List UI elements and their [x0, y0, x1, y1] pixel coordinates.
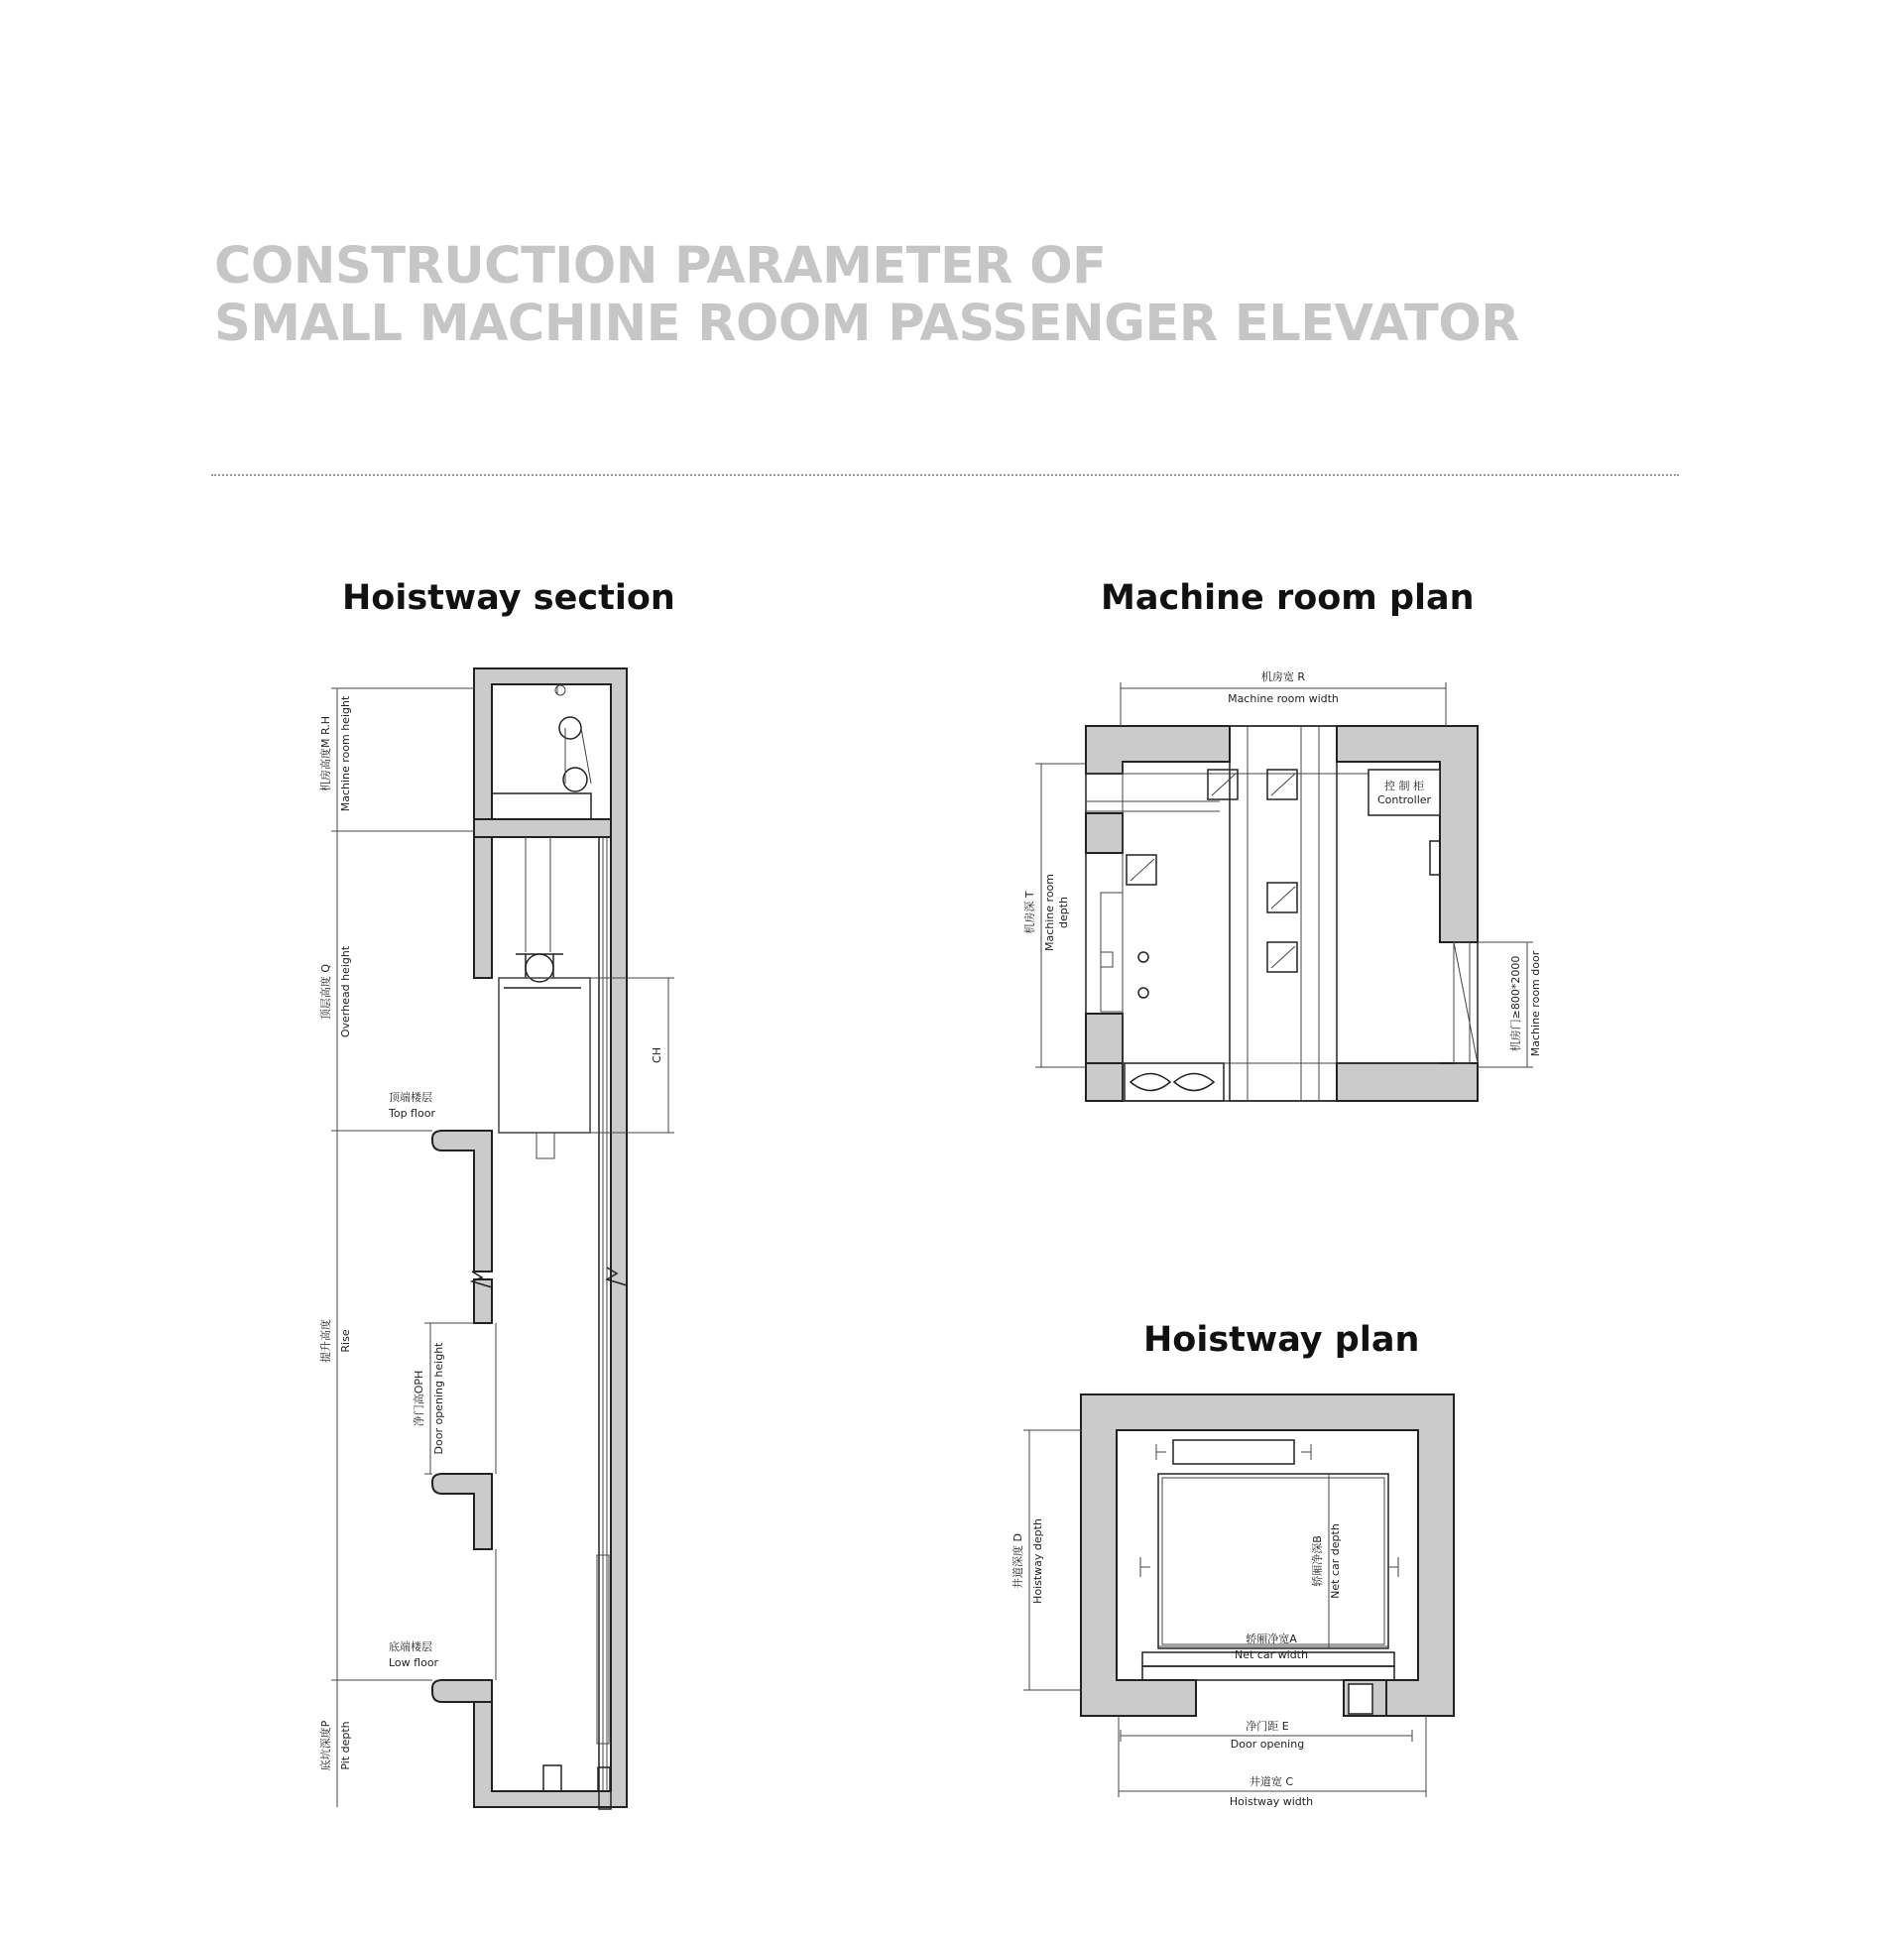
machine-room-plan-heading: Machine room plan	[1101, 578, 1475, 618]
hoistway-section-heading: Hoistway section	[342, 578, 675, 618]
low-floor-cn-label: 底端楼层	[389, 1640, 432, 1653]
door-opening-cn-label: 净门距 E	[1246, 1720, 1289, 1733]
car-width-cn-label: 轿厢净宽A	[1246, 1633, 1297, 1645]
hoistway-section-drawing	[318, 668, 674, 1809]
rise-en-label: Rise	[339, 1329, 352, 1353]
rise-cn-label: 提升高度	[319, 1319, 332, 1363]
machine-depth-cn-label: 机房深 T	[1023, 891, 1036, 934]
page-title-line-1: CONSTRUCTION PARAMETER OF	[214, 237, 1107, 296]
machine-width-cn-label: 机房宽 R	[1260, 670, 1306, 683]
machine-room-plan-drawing	[1022, 669, 1542, 1101]
machine-width-en-label: Machine room width	[1228, 692, 1339, 705]
hoistway-width-en-label: Hoistway width	[1229, 1795, 1314, 1808]
door-opening-en-label: Door opening	[1230, 1738, 1305, 1751]
hoistway-depth-cn-label: 井道深度 D	[1012, 1533, 1024, 1589]
mrh-en-label: Machine room height	[339, 695, 352, 812]
controller-cn-label: 控 制 柜	[1384, 780, 1424, 792]
traction-sheave-lower	[563, 768, 587, 791]
machine-base	[492, 793, 591, 819]
page-title-line-2: SMALL MACHINE ROOM PASSENGER ELEVATOR	[214, 295, 1519, 353]
ch-label: CH	[651, 1047, 663, 1063]
hoistway-depth-en-label: Hoistway depth	[1031, 1518, 1044, 1604]
oph-en-label: Door opening height	[432, 1342, 445, 1455]
hoistway-plan-heading: Hoistway plan	[1143, 1320, 1420, 1360]
machine-door-en-label: Machine room door	[1529, 950, 1542, 1057]
machine-depth-en1-label: Machine room	[1043, 874, 1056, 951]
middle-landing	[432, 1474, 492, 1549]
machine-depth-en2-label: depth	[1057, 896, 1070, 929]
pit-en-label: Pit depth	[339, 1721, 352, 1770]
mrh-cn-label: 机房高度M R.H	[319, 715, 332, 792]
car-depth-en-label: Net car depth	[1329, 1523, 1342, 1599]
top-floor-landing	[432, 1131, 492, 1272]
traction-sheave-upper	[559, 717, 581, 739]
overhead-en-label: Overhead height	[339, 945, 352, 1038]
top-floor-cn-label: 顶端楼层	[389, 1091, 432, 1104]
door-header	[1173, 1440, 1294, 1464]
hoistway-plan-wall	[1081, 1394, 1454, 1716]
machine-room-wall-bottom	[1337, 1063, 1478, 1101]
pit-cn-label: 底坑深度P	[319, 1720, 332, 1771]
net-car-outline	[1158, 1474, 1388, 1648]
car-depth-cn-label: 轿厢净深B	[1311, 1535, 1324, 1587]
machine-beam-zone	[1230, 726, 1337, 1101]
oph-cn-label: 净门高OPH	[413, 1370, 425, 1427]
top-floor-en-label: Top floor	[389, 1107, 435, 1120]
controller-en-label: Controller	[1376, 793, 1432, 806]
counterweight-buffer	[598, 1767, 610, 1791]
elevator-car	[499, 978, 590, 1133]
machine-room-slab	[474, 819, 611, 837]
machine-door-cn-label: 机房门≥800*2000	[1509, 955, 1522, 1052]
machine-room-wall-right	[1337, 726, 1478, 942]
controller-box	[1368, 770, 1440, 815]
overhead-cn-label: 顶层高度 Q	[319, 963, 332, 1021]
low-floor-landing	[432, 1680, 492, 1702]
low-floor-en-label: Low floor	[389, 1656, 439, 1669]
machine-room-wall-top	[1086, 726, 1230, 774]
car-width-en-label: Net car width	[1235, 1648, 1308, 1661]
hoistway-plan-drawing	[1011, 1394, 1454, 1808]
car-buffer	[543, 1765, 561, 1791]
hoistway-width-cn-label: 井道宽 C	[1249, 1775, 1294, 1788]
